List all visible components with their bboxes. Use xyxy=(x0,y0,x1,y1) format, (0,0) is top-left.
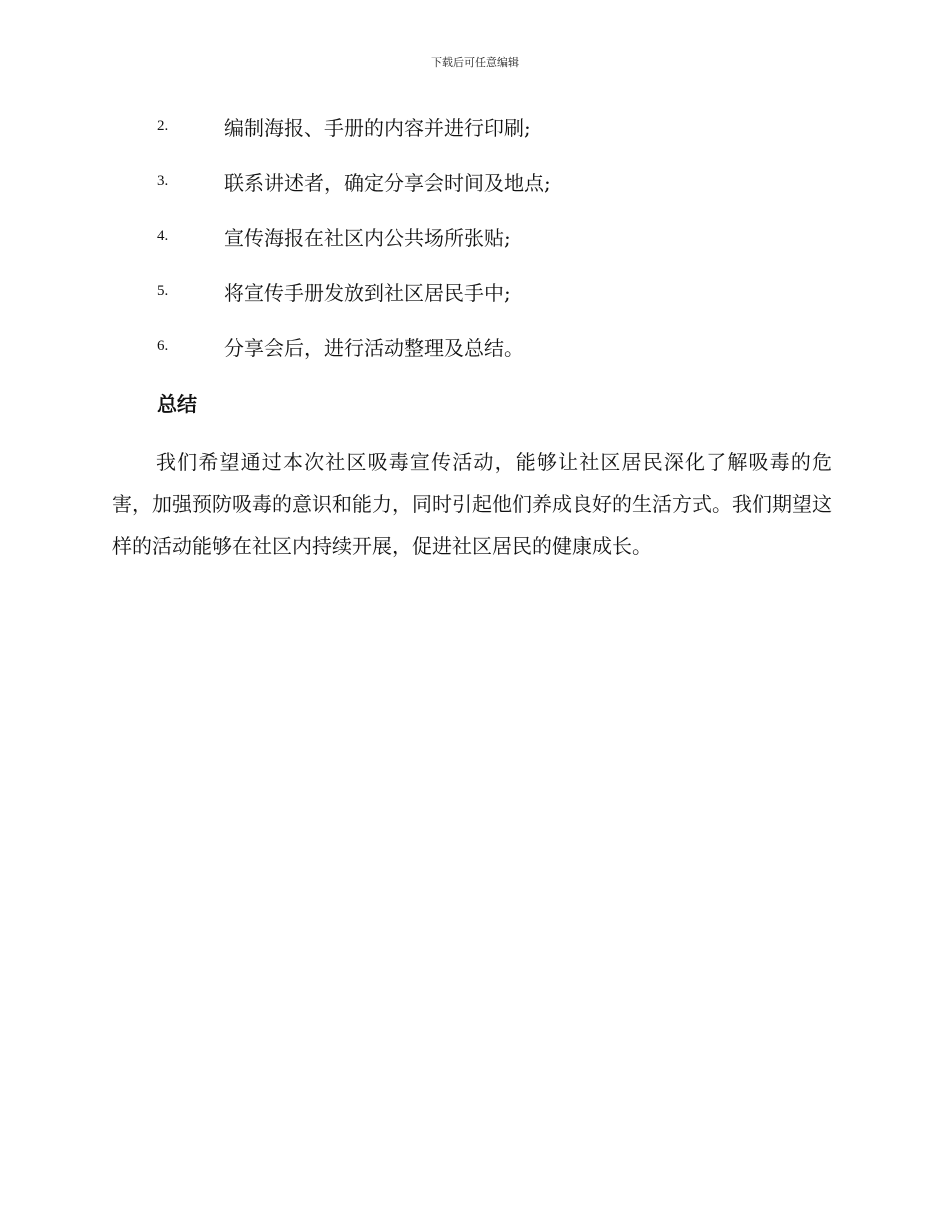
list-item xyxy=(0,222,950,277)
step-number: 6. xyxy=(157,338,169,354)
list-item xyxy=(0,167,950,222)
step-number: 4. xyxy=(157,228,169,244)
section-title: 总结 xyxy=(157,392,197,416)
page-header-note: 下载后可任意编辑 xyxy=(431,56,519,69)
list-item xyxy=(0,112,950,167)
list-item xyxy=(0,277,950,332)
summary-paragraph: 我们希望通过本次社区吸毒宣传活动，能够让社区居民深化了解吸毒的危害，加强预防吸毒的意识和能力，同时引起他们养成良好的生活方式。我们期望这样的活动能够在社区内持续开展，促进社区居民的健康成长。 xyxy=(112,450,832,558)
step-text: 编制海报、手册的内容并进行印刷; xyxy=(224,116,531,140)
step-text: 将宣传手册发放到社区居民手中; xyxy=(224,281,511,305)
step-text: 联系讲述者，确定分享会时间及地点; xyxy=(224,171,551,195)
list-item xyxy=(0,332,950,387)
step-number: 2. xyxy=(157,118,169,134)
step-text: 分享会后，进行活动整理及总结。 xyxy=(224,336,524,360)
step-number: 5. xyxy=(157,283,169,299)
step-number: 3. xyxy=(157,173,169,189)
steps-list xyxy=(0,112,950,387)
step-text: 宣传海报在社区内公共场所张贴; xyxy=(224,226,511,250)
